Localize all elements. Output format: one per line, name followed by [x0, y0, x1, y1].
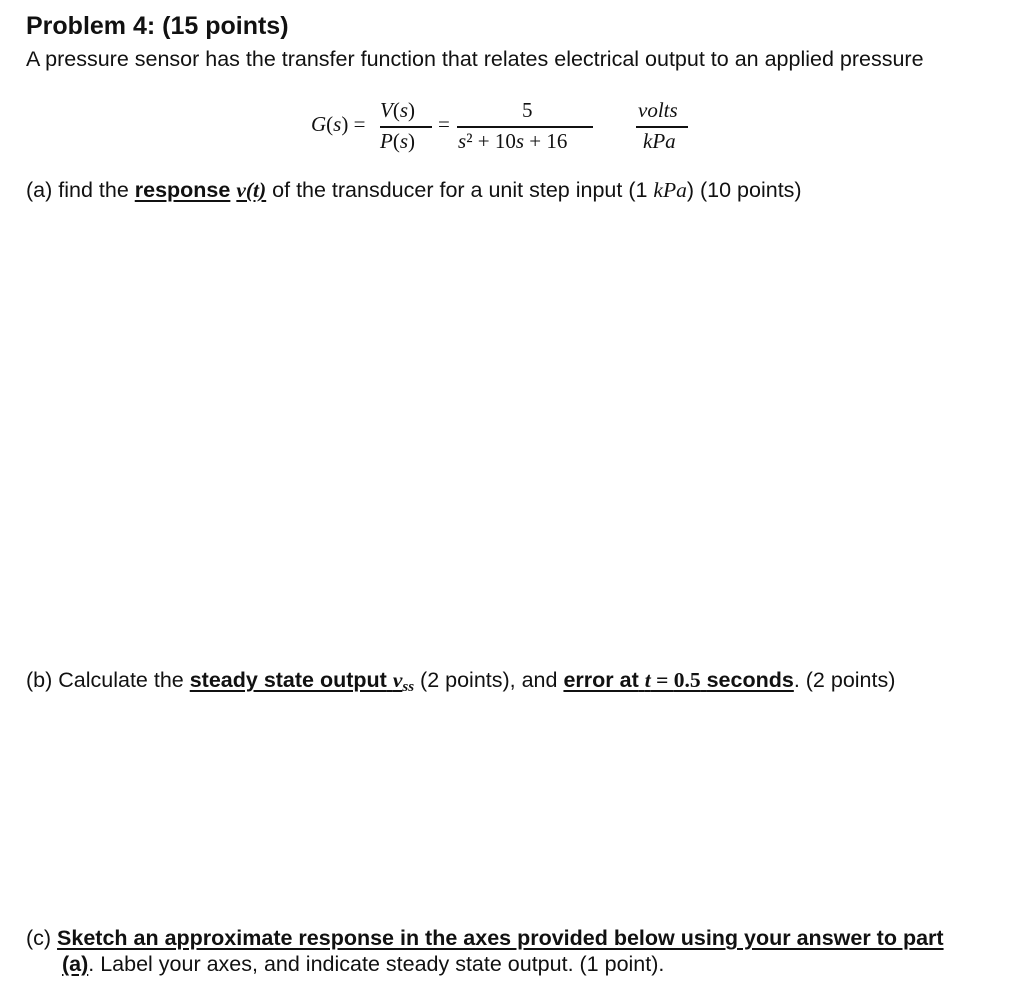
- part-a-suffix2: ) (10 points): [686, 178, 802, 202]
- part-a-prefix: (a) find the: [26, 178, 135, 202]
- error-at-term: error at t = 0.5 seconds: [563, 668, 794, 692]
- equation-equals: =: [438, 112, 450, 136]
- part-a-suffix1: of the transducer for a unit step input (1: [266, 178, 654, 202]
- equation-denominator-p: P(s): [380, 129, 416, 153]
- part-a-question: [26, 178, 802, 203]
- problem-title: Problem 4: (15 points): [26, 12, 289, 40]
- part-a-reference: (a): [62, 952, 89, 976]
- part-b-suffix: . (2 points): [793, 668, 896, 692]
- unit-volts: volts: [638, 98, 678, 122]
- equation-numerator-5: 5: [522, 98, 533, 122]
- equation-numerator-v: V(s): [380, 98, 416, 122]
- equation-lhs: G(s) =: [311, 112, 366, 136]
- problem-intro: A pressure sensor has the transfer function that relates electrical output to an applied pressure: [26, 47, 924, 71]
- fraction-bar: [636, 126, 688, 128]
- part-b-question: [26, 668, 895, 696]
- sketch-instruction: Sketch an approximate response in the axes provided below using your answer to part: [57, 926, 944, 950]
- steady-state-output-term: steady state output $v_{ss}$: [189, 668, 415, 695]
- v-of-t-math: v(t): [236, 178, 267, 202]
- kpa-math: kPa: [653, 178, 687, 202]
- unit-kpa: kPa: [643, 129, 676, 153]
- part-b-mid: (2 points), and: [414, 668, 564, 692]
- response-term: response: [134, 178, 231, 202]
- part-c-question-line2: [62, 952, 664, 977]
- fraction-bar: [380, 126, 432, 128]
- part-c-question-line1: [26, 926, 944, 951]
- part-b-prefix: (b) Calculate the: [26, 668, 190, 692]
- equation-denominator-poly: s² + 10s + 16: [458, 129, 568, 153]
- part-c-label: (c): [26, 926, 58, 950]
- fraction-bar: [457, 126, 593, 128]
- v-ss-math: $v_{ss}$: [392, 668, 415, 695]
- part-c-suffix: . Label your axes, and indicate steady state output. (1 point).: [88, 952, 665, 976]
